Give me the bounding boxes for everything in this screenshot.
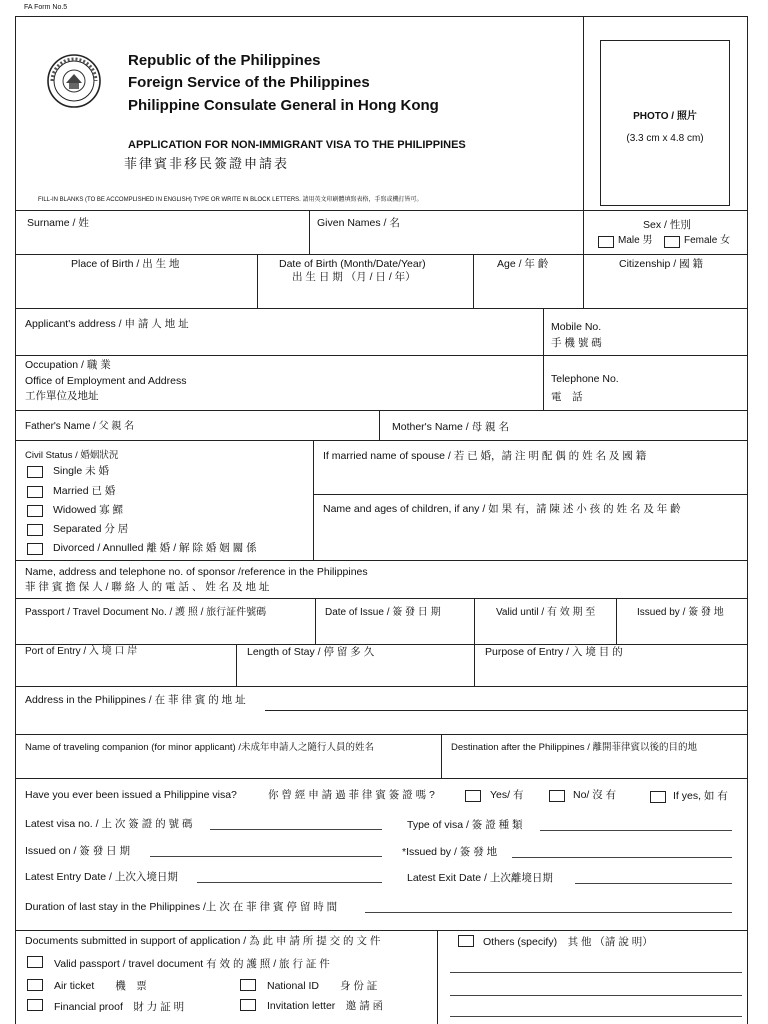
form-title-en: APPLICATION FOR NON-IMMIGRANT VISA TO THE PHILIPPINES [128,139,466,151]
citizenship-label: Citizenship / 國 籍 [619,258,704,270]
rule [437,930,438,1024]
rule [583,210,584,308]
purpose-label: Purpose of Entry / 入 境 目 的 [485,646,623,658]
visa-no-label: No/ 沒 有 [573,789,617,801]
passport-label: Passport / Travel Document No. / 護 照 / 旅行証件號碼 [25,607,267,618]
frame-top [15,16,747,17]
rule [15,686,747,687]
national-id-checkbox[interactable] [240,979,256,991]
photo-size: (3.3 cm x 4.8 cm) [626,133,704,144]
female-label: Female 女 [684,235,731,246]
valid-until-label: Valid until / 有 效 期 至 [496,607,596,618]
surname-label: Surname / 姓 [27,217,89,229]
air-ticket-label: Air ticket 機 票 [54,980,147,992]
married-checkbox[interactable] [27,486,43,498]
civil-option-divorced: Divorced / Annulled 離 婚 / 解 除 婚 姻 關 係 [53,542,257,554]
rule [236,644,237,686]
visa-if-yes-checkbox[interactable] [650,791,666,803]
employment-label: Office of Employment and Address [25,375,187,387]
valid-passport-checkbox[interactable] [27,956,43,968]
header-divider [583,16,584,210]
photo-label: PHOTO / 照片 [633,111,697,122]
latest-entry-field[interactable] [197,882,382,883]
valid-passport-label: Valid passport / travel document 有 效 的 護 照 / 旅 行 証 件 [54,958,330,970]
age-label: Age / 年 齡 [497,258,549,270]
others-field-line-2[interactable] [450,995,742,996]
rule [309,210,310,254]
invitation-checkbox[interactable] [240,999,256,1011]
national-id-label: National ID 身 份 証 [267,980,378,992]
visa-if-yes-label: If yes, 如 有 [673,790,728,802]
date-of-issue-label: Date of Issue / 簽 發 日 期 [325,607,441,618]
photo-box[interactable] [600,40,730,206]
type-of-visa-label: Type of visa / 簽 證 種 類 [407,819,523,831]
rule [15,410,747,411]
rule [15,644,747,645]
civil-option-separated: Separated 分 居 [53,523,129,535]
dob-label-zh: 出 生 日 期 （月 / 日 / 年） [292,271,416,283]
mobile-label: Mobile No. [551,321,602,333]
header-line-1: Republic of the Philippines [128,52,321,69]
header-line-3: Philippine Consulate General in Hong Kong [128,97,439,114]
fill-instructions: FILL-IN BLANKS (TO BE ACCOMPLISHED IN ENGLISH) TYPE OR WRITE IN BLOCK LETTERS. 請用英文印刷體填寫表格，手寫或機打皆可。 [38,197,423,203]
frame-right [747,16,748,1024]
children-label: Name and ages of children, if any / 如 果 有，請 陳 述 小 孩 的 姓 名 及 年 齡 [323,503,681,515]
visa-yes-label: Yes/ 有 [490,789,524,801]
telephone-label-zh: 電 話 [551,391,583,403]
rule [15,254,747,255]
male-checkbox[interactable] [598,236,614,248]
others-label: Others (specify) 其 他 （請 說 明） [483,936,653,948]
frame-left [15,16,16,1024]
air-ticket-checkbox[interactable] [27,979,43,991]
rule [15,598,747,599]
rule [15,355,747,356]
type-of-visa-field[interactable] [540,830,732,831]
financial-proof-label: Financial proof 財 力 証 明 [54,1001,185,1013]
rule [15,930,747,931]
employment-label-zh: 工作單位及地址 [25,390,99,402]
sponsor-label-zh: 菲 律 賓 擔 保 人 / 聯 絡 人 的 電 話 、 姓 名 及 地 址 [25,581,270,593]
civil-option-widowed: Widowed 寡 鰥 [53,504,124,516]
latest-entry-label: Latest Entry Date / 上次入境日期 [25,871,178,883]
rule [313,440,314,560]
occupation-label: Occupation / 職 業 [25,359,111,371]
financial-proof-checkbox[interactable] [27,999,43,1011]
visa-no-checkbox[interactable] [549,790,565,802]
rule [616,598,617,644]
civil-status-label: Civil Status / 婚姻狀況 [25,450,119,461]
form-code: FA Form No.5 [24,4,68,11]
spouse-label: If married name of spouse / 若 已 婚，請 注 明 配 偶 的 姓 名 及 國 籍 [323,450,647,462]
destination-label: Destination after the Philippines / 離開菲律賓以後的目的地 [451,742,698,753]
sex-label: Sex / 性別 [643,219,691,231]
duration-field[interactable] [365,912,732,913]
rule [257,254,258,308]
telephone-label: Telephone No. [551,373,619,385]
visa-question-zh: 你 曾 經 申 請 過 菲 律 賓 簽 證 嗎 ? [268,789,435,801]
header-line-2: Foreign Service of the Philippines [128,74,370,91]
separated-checkbox[interactable] [27,524,43,536]
rule [15,734,747,735]
visa-issued-by-label: *Issued by / 簽 發 地 [402,846,498,858]
others-field-line-3[interactable] [450,1016,742,1017]
issued-on-field[interactable] [150,856,382,857]
consulate-seal-icon [46,52,102,110]
rule [473,254,474,308]
form-title-zh: 菲律賓非移民簽證申請表 [124,156,290,171]
companion-label: Name of traveling companion (for minor applicant) /未成年申請人之隨行人員的姓名 [25,742,374,753]
length-of-stay-label: Length of Stay / 停 留 多 久 [247,646,375,658]
single-checkbox[interactable] [27,466,43,478]
invitation-label: Invitation letter 邀 請 函 [267,1000,384,1012]
issued-on-label: Issued on / 簽 發 日 期 [25,845,131,857]
civil-option-single: Single 未 婚 [53,465,110,477]
sponsor-label: Name, address and telephone no. of sponsor /reference in the Philippines [25,566,368,578]
given-names-label: Given Names / 名 [317,217,400,229]
dob-label: Date of Birth (Month/Date/Year) [279,258,426,270]
latest-exit-field[interactable] [575,883,732,884]
documents-heading: Documents submitted in support of application / 為 此 申 請 所 提 交 的 文 件 [25,935,381,947]
latest-exit-label: Latest Exit Date / 上次離境日期 [407,872,553,884]
rule [315,598,316,644]
visa-issued-by-field[interactable] [512,857,732,858]
rule [15,440,747,441]
rule [15,308,747,309]
address-label: Applicant's address / 申 請 人 地 址 [25,318,189,330]
rule [265,710,747,711]
rule [313,494,747,495]
visa-yes-checkbox[interactable] [465,790,481,802]
latest-visa-field[interactable] [210,829,382,830]
rule [441,734,442,778]
rule [379,410,380,440]
place-of-birth-label: Place of Birth / 出 生 地 [71,258,180,270]
latest-visa-label: Latest visa no. / 上 次 簽 證 的 號 碼 [25,818,193,830]
issued-by-label: Issued by / 簽 發 地 [637,607,724,618]
rule [543,308,544,410]
port-of-entry-label: Port of Entry / 入 境 口 岸 [25,646,138,657]
mobile-label-zh: 手 機 號 碼 [551,337,602,349]
visa-question: Have you ever been issued a Philippine visa? [25,789,237,801]
duration-label: Duration of last stay in the Philippines /上 次 在 菲 律 賓 停 留 時 間 [25,901,338,913]
rule [15,210,747,211]
rule [474,598,475,686]
civil-option-married: Married 已 婚 [53,485,116,497]
father-name-label: Father's Name / 父 親 名 [25,421,135,432]
others-checkbox[interactable] [458,935,474,947]
divorced-checkbox[interactable] [27,543,43,555]
others-field-line-1[interactable] [450,972,742,973]
address-ph-label: Address in the Philippines / 在 菲 律 賓 的 地 址 [25,694,246,706]
female-checkbox[interactable] [664,236,680,248]
male-label: Male 男 [618,235,653,246]
rule [15,778,747,779]
rule [15,560,747,561]
widowed-checkbox[interactable] [27,505,43,517]
mother-name-label: Mother's Name / 母 親 名 [392,421,509,433]
